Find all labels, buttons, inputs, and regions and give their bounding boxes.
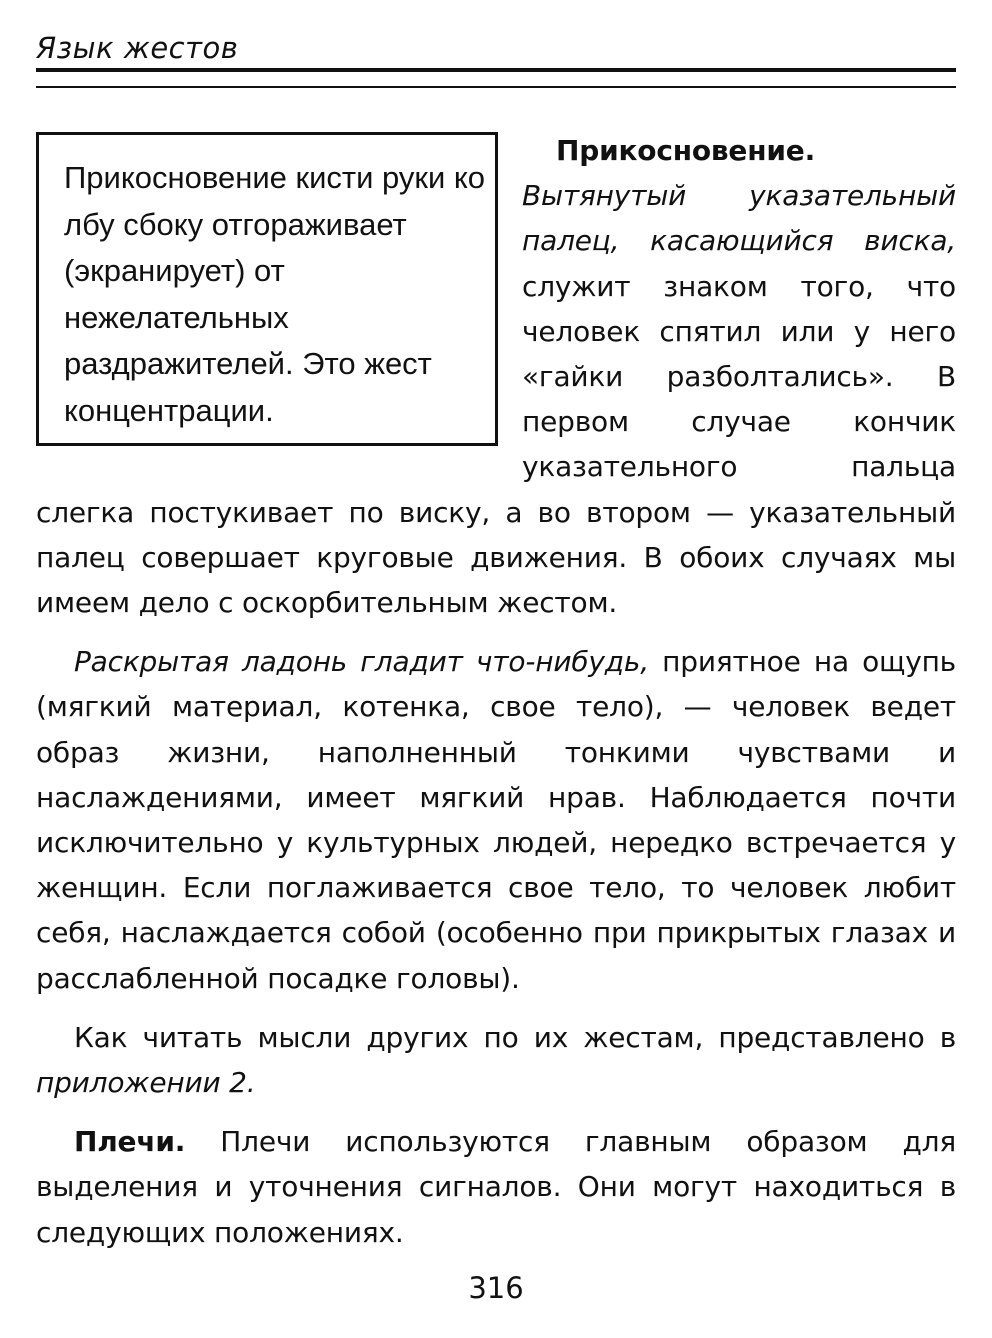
- body-text: [36, 128, 956, 1269]
- page-number: 316: [468, 1271, 524, 1305]
- callout-box: [36, 132, 498, 446]
- touch-italic-phrase: Вытянутый указательный палец, касающийся виска,: [522, 179, 956, 258]
- paragraph-palm: [36, 639, 956, 1001]
- callout-text: Прикосновение кисти руки ко лбу сбоку отгораживает (экранирует) от нежелательных раздражителей. Это жест концентрации.: [64, 160, 486, 428]
- palm-italic-phrase: Раскрытая ладонь гладит что-нибудь,: [74, 645, 649, 679]
- header-rule-thick: [36, 68, 956, 72]
- paragraph-appendix: [36, 1015, 956, 1105]
- shoulders-paragraph-text: Плечи используются главным образом для выделения и уточнения сигналов. Они могут находиться в следующих положениях.: [36, 1125, 956, 1249]
- heading-shoulders: Плечи.: [74, 1125, 186, 1159]
- header-rule-thin: [36, 86, 956, 88]
- running-head-title: Язык жестов: [36, 31, 239, 65]
- appendix-text: Как читать мысли других по их жестам, представлено в: [74, 1020, 956, 1054]
- paragraph-shoulders: [36, 1119, 956, 1255]
- palm-paragraph-text: приятное на ощупь (мягкий материал, котенка, свое тело), — человек ведет образ жизни, наполненный тонкими чувствами и наслаждениями, имеет мягкий нрав. Наблюдается почти исключительно у культурных людей, нередко встречается у женщин. Если поглаживается свое тело, то человек любит себя, наслаждается собой (особенно при прикрытых глазах и расслабленной посадке головы).: [36, 645, 956, 995]
- touch-paragraph-text: служит знаком того, что человек спятил или у него «гайки разболтались». В первом случае кончик указательного пальца слегка постукивает по виску, а во втором — указательный палец совершает круговые движения. В обоих случаях мы имеем дело с оскорбительным жестом.: [36, 269, 956, 620]
- book-page: [36, 0, 956, 1338]
- heading-touch: Прикосновение.: [556, 134, 816, 167]
- appendix-reference: приложении 2.: [36, 1066, 256, 1100]
